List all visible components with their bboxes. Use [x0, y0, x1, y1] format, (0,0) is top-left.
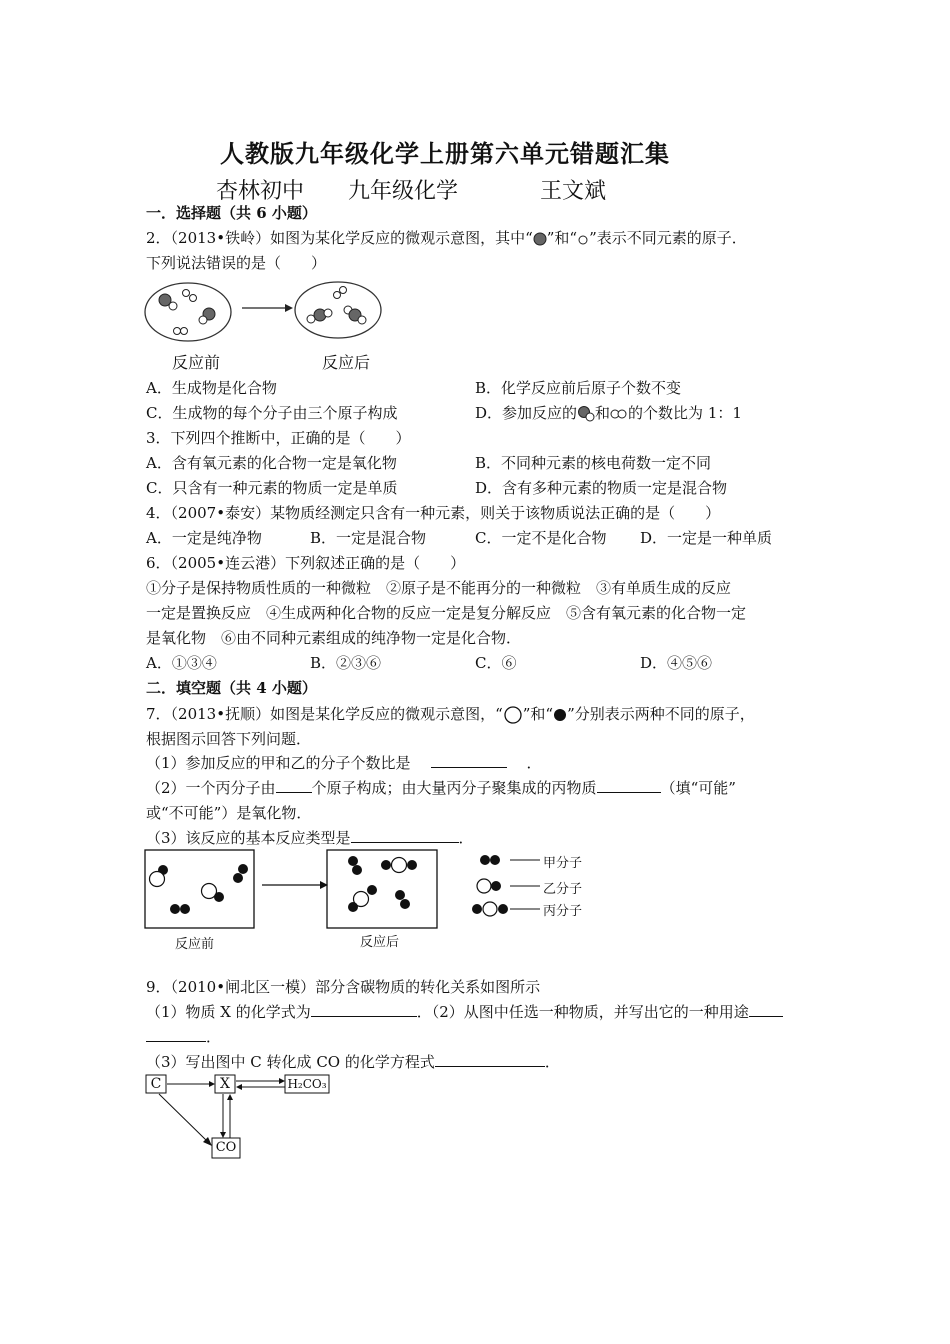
legend-atom	[483, 902, 497, 916]
black-atom-icon	[553, 708, 567, 722]
q7-part3-blank[interactable]	[351, 828, 459, 843]
q6-line2: 一定是置换反应 ④生成两种化合物的反应一定是复分解反应 ⑤含有氧元素的化合物一定	[146, 604, 747, 622]
q2-option-d-a: D．参加反应的	[475, 404, 578, 422]
white-atom-large-icon	[503, 706, 523, 724]
q7-part1-text: （1）参加反应的甲和乙的分子个数比是	[146, 754, 411, 772]
q2-reaction-diagram	[140, 280, 390, 350]
q9-part3	[146, 1051, 560, 1072]
q9-part1-blank-2[interactable]	[749, 1002, 783, 1017]
q2-option-d-c: 的个数比为 1：1	[628, 404, 742, 422]
arrowhead	[227, 1094, 233, 1100]
gray-atom-icon	[533, 232, 547, 246]
atom	[348, 902, 358, 912]
q4-stem: 4．（2007•泰安）某物质经测定只含有一种元素，则关于该物质说法正确的是（ ）	[146, 504, 721, 522]
after-ellipse	[295, 282, 381, 338]
q7-part3-end: ．	[458, 829, 474, 847]
q9-stem: 9．（2010•闸北区一模）部分含碳物质的转化关系如图所示	[146, 978, 541, 996]
q7-reaction-diagram	[144, 849, 594, 933]
q3-option-c: C．只含有一种元素的物质一定是单质	[146, 479, 398, 497]
q2-label-after: 反应后	[322, 353, 371, 372]
atom	[150, 872, 165, 887]
q4-option-a: A．一定是纯净物	[146, 529, 262, 547]
q9-part1-b: ．（2）从图中任选一种物质，并写出它的一种用途	[416, 1003, 749, 1021]
legend-bing: 丙分子	[543, 904, 583, 919]
atom	[180, 904, 190, 914]
q7-stem	[146, 703, 755, 724]
atom	[174, 328, 181, 335]
atom	[334, 292, 341, 299]
q9-part1-line2	[146, 1026, 221, 1047]
reaction-arrowhead	[285, 304, 293, 312]
node-co-label: CO	[215, 1140, 237, 1155]
q2-option-d	[475, 402, 742, 423]
legend-atom	[477, 879, 491, 893]
q7-part3-text: （3）该反应的基本反应类型是	[146, 829, 351, 847]
q7-part2-blank-1[interactable]	[276, 778, 312, 793]
q7-stem-a: 7．（2013•抚顺）如图是某化学反应的微观示意图，“	[146, 705, 503, 723]
q3-option-a: A．含有氧元素的化合物一定是氧化物	[146, 454, 397, 472]
q7-part1	[146, 752, 542, 773]
q7-stem-b: ”和“	[522, 705, 554, 723]
q6-option-d: D．④⑤⑥	[640, 654, 713, 672]
legend-atom	[498, 904, 508, 914]
q7-part1-end: ．	[526, 754, 542, 772]
q3-option-d: D．含有多种元素的物质一定是混合物	[475, 479, 728, 497]
q6-line3: 是氧化物 ⑥由不同种元素组成的纯净物一定是化合物．	[146, 629, 522, 647]
section-heading-choice: 一．选择题（共 6 小题）	[146, 204, 317, 222]
node-c-label: C	[150, 1076, 162, 1092]
atom	[358, 316, 366, 324]
q7-part2-line2: 或“不可能”）是氧化物．	[146, 804, 312, 822]
q9-part1	[146, 1001, 783, 1022]
q7-part2-a: （2）一个丙分子由	[146, 779, 276, 797]
q7-part2-blank-2[interactable]	[597, 778, 661, 793]
gray-white-molecule-icon	[577, 406, 595, 422]
atom	[392, 858, 407, 873]
legend-yi: 乙分子	[543, 882, 583, 897]
q6-option-c: C．⑥	[475, 654, 517, 672]
atom	[407, 860, 417, 870]
q4-option-d: D．一定是一种单质	[640, 529, 773, 547]
node-h2co3-label: H₂CO₃	[287, 1077, 327, 1091]
q3-stem: 3．下列四个推断中，正确的是（ ）	[146, 429, 411, 447]
before-box	[145, 850, 254, 928]
q2-stem	[146, 227, 747, 248]
q2-option-b: B．化学反应前后原子个数不变	[475, 379, 682, 397]
q7-part2-c: （填“可能”	[660, 779, 736, 797]
grade-name: 九年级化学	[348, 179, 459, 204]
arrowhead	[220, 1132, 226, 1138]
arrowhead	[236, 1084, 242, 1090]
legend-jia: 甲分子	[543, 856, 583, 871]
atom	[395, 890, 405, 900]
school-name: 杏林初中	[216, 179, 305, 204]
q7-label-after: 反应后	[360, 935, 400, 950]
q2-label-before: 反应前	[172, 353, 221, 372]
page-title: 人教版九年级化学上册第六单元错题汇集	[220, 140, 670, 168]
white-pair-molecule-icon	[610, 408, 628, 420]
atom	[170, 904, 180, 914]
q7-label-before: 反应前	[175, 937, 215, 952]
q7-stem-line2: 根据图示回答下列问题．	[146, 730, 312, 748]
atom	[340, 287, 347, 294]
q7-part3	[146, 827, 474, 848]
q2-stem-line2: 下列说法错误的是（ ）	[146, 254, 327, 272]
arrow-c-co	[159, 1094, 207, 1141]
q9-part3-end: ．	[544, 1053, 560, 1071]
q6-option-a: A．①③④	[146, 654, 217, 672]
q2-option-a: A．生成物是化合物	[146, 379, 277, 397]
q4-option-b: B．一定是混合物	[310, 529, 427, 547]
q7-part2-b: 个原子构成；由大量丙分子聚集成的丙物质	[311, 779, 597, 797]
atom	[199, 316, 207, 324]
q9-part1-a: （1）物质 X 的化学式为	[146, 1003, 311, 1021]
atom	[324, 309, 332, 317]
atom	[183, 290, 190, 297]
atom	[367, 885, 377, 895]
section-heading-fill: 二．填空题（共 4 小题）	[146, 679, 317, 697]
q2-stem-a: 2．（2013•铁岭）如图为某化学反应的微观示意图，其中“	[146, 229, 533, 247]
atom	[348, 856, 358, 866]
legend-atom	[490, 855, 500, 865]
q6-option-b: B．②③⑥	[310, 654, 382, 672]
node-x-label: X	[220, 1076, 230, 1092]
atom	[238, 864, 248, 874]
q4-option-c: C．一定不是化合物	[475, 529, 607, 547]
q2-option-d-b: 和	[595, 404, 611, 422]
after-box	[327, 850, 437, 928]
atom	[233, 873, 243, 883]
q7-part2	[146, 777, 736, 798]
q7-part1-blank[interactable]	[431, 753, 507, 768]
q6-line1: ①分子是保持物质性质的一种微粒 ②原子是不能再分的一种微粒 ③有单质生成的反应	[146, 579, 732, 597]
legend-atom	[480, 855, 490, 865]
q6-stem: 6．（2005•连云港）下列叙述正确的是（ ）	[146, 554, 466, 572]
atom	[169, 302, 177, 310]
q9-part1-blank-2-cont[interactable]	[146, 1027, 206, 1042]
atom	[400, 899, 410, 909]
q9-part1-blank-1[interactable]	[311, 1002, 417, 1017]
legend-atom	[491, 881, 501, 891]
white-atom-icon	[577, 233, 589, 245]
q2-stem-c: ”表示不同元素的原子．	[589, 229, 747, 247]
atom	[181, 328, 188, 335]
atom	[190, 295, 197, 302]
q9-part3-blank[interactable]	[435, 1052, 545, 1067]
legend-atom	[472, 904, 482, 914]
atom	[381, 860, 391, 870]
atom	[352, 865, 362, 875]
q2-stem-b: ”和“	[546, 229, 578, 247]
q9-part3-text: （3）写出图中 C 转化成 CO 的化学方程式	[146, 1053, 435, 1071]
q3-option-b: B．不同种元素的核电荷数一定不同	[475, 454, 712, 472]
q2-option-c: C．生成物的每个分子由三个原子构成	[146, 404, 398, 422]
q7-stem-c: ”分别表示两种不同的原子，	[567, 705, 755, 723]
q9-part1-end: ．	[206, 1028, 222, 1046]
atom	[214, 892, 224, 902]
author-name: 王文斌	[540, 179, 607, 204]
